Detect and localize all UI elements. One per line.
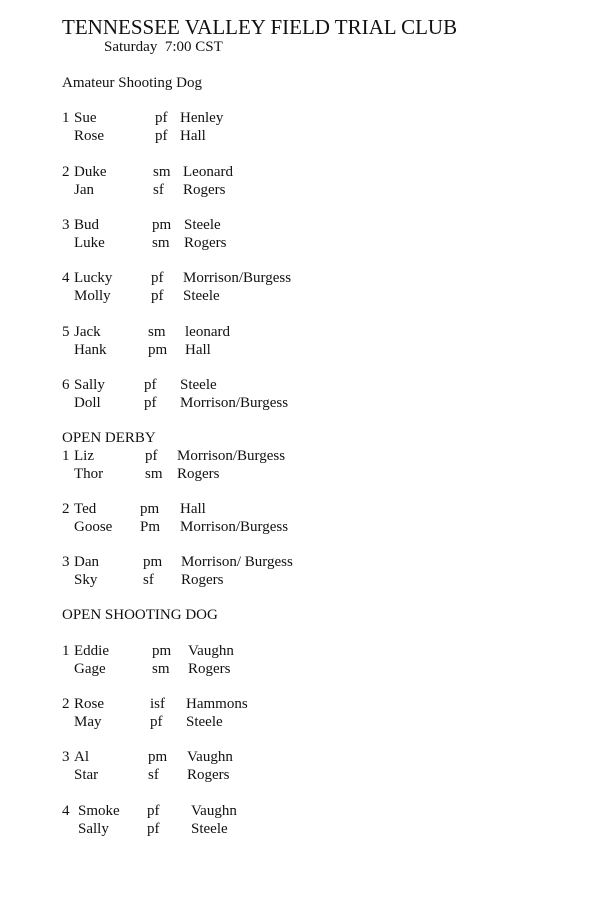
dog-breed: Pm <box>140 519 161 535</box>
dog-name: Luke <box>74 235 105 251</box>
dog-breed: pf <box>147 821 160 837</box>
dog-breed: pf <box>155 110 168 126</box>
dog-name: Eddie <box>74 643 109 659</box>
dog-breed: pm <box>143 554 163 570</box>
dog-breed: pf <box>151 270 164 286</box>
dog-handler: Steele <box>184 217 221 233</box>
dog-handler: Leonard <box>183 164 233 180</box>
brace-number: 3 <box>62 749 70 765</box>
dog-handler: Morrison/Burgess <box>177 448 286 464</box>
dog-name: Sue <box>74 110 97 126</box>
brace-number: 4 <box>62 803 70 819</box>
dog-name: Star <box>74 767 99 783</box>
dog-name: Al <box>74 749 89 765</box>
dog-handler: Morrison/Burgess <box>180 519 289 535</box>
dog-name: Duke <box>74 164 107 180</box>
brace-number: 4 <box>62 270 70 286</box>
dog-name: Rose <box>74 696 104 712</box>
section-heading-amateur-shooting-dog: Amateur Shooting Dog <box>62 75 202 91</box>
dog-handler: Hammons <box>186 696 248 712</box>
brace-number: 3 <box>62 217 70 233</box>
dog-breed: sf <box>153 182 164 198</box>
dog-handler: Steele <box>180 377 217 393</box>
brace-number: 2 <box>62 164 70 180</box>
brace-number: 6 <box>62 377 70 393</box>
dog-handler: Vaughn <box>188 643 234 659</box>
dog-name: Goose <box>74 519 113 535</box>
dog-breed: pm <box>148 749 168 765</box>
dog-handler: Vaughn <box>187 749 233 765</box>
dog-breed: pf <box>151 288 164 304</box>
dog-name: Smoke <box>78 803 120 819</box>
dog-name: Bud <box>74 217 100 233</box>
dog-handler: Vaughn <box>191 803 237 819</box>
dog-handler: Morrison/ Burgess <box>181 554 293 570</box>
dog-handler: Hall <box>180 501 206 517</box>
brace-number: 1 <box>62 643 70 659</box>
dog-name: Liz <box>74 448 94 464</box>
dog-breed: sm <box>152 661 170 677</box>
brace-number: 5 <box>62 324 70 340</box>
dog-handler: Hall <box>185 342 211 358</box>
dog-breed: pm <box>148 342 168 358</box>
dog-name: Sky <box>74 572 98 588</box>
dog-handler: Henley <box>180 110 224 126</box>
dog-breed: isf <box>150 696 165 712</box>
dog-breed: pm <box>152 643 172 659</box>
dog-breed: pm <box>152 217 172 233</box>
dog-name: Doll <box>74 395 101 411</box>
dog-breed: pf <box>144 377 157 393</box>
page-subtitle: Saturday 7:00 CST <box>104 39 223 55</box>
brace-number: 2 <box>62 501 70 517</box>
dog-name: Sally <box>78 821 109 837</box>
dog-handler: leonard <box>185 324 230 340</box>
dog-breed: pf <box>144 395 157 411</box>
dog-handler: Rogers <box>187 767 230 783</box>
dog-name: Sally <box>74 377 105 393</box>
dog-handler: Steele <box>183 288 220 304</box>
dog-handler: Steele <box>186 714 223 730</box>
dog-breed: sf <box>148 767 159 783</box>
dog-handler: Rogers <box>181 572 224 588</box>
dog-name: Hank <box>74 342 107 358</box>
dog-breed: pf <box>145 448 158 464</box>
brace-number: 1 <box>62 448 70 464</box>
brace-number: 1 <box>62 110 70 126</box>
dog-breed: pm <box>140 501 160 517</box>
dog-name: May <box>74 714 102 730</box>
dog-breed: sm <box>148 324 166 340</box>
dog-handler: Steele <box>191 821 228 837</box>
dog-breed: sf <box>143 572 154 588</box>
dog-name: Rose <box>74 128 104 144</box>
page-title: TENNESSEE VALLEY FIELD TRIAL CLUB <box>62 15 458 39</box>
dog-breed: pf <box>155 128 168 144</box>
dog-breed: sm <box>153 164 171 180</box>
dog-name: Molly <box>74 288 111 304</box>
section-heading-open-derby: OPEN DERBY <box>62 430 156 446</box>
dog-name: Jack <box>74 324 101 340</box>
dog-handler: Rogers <box>183 182 226 198</box>
brace-number: 2 <box>62 696 70 712</box>
dog-name: Dan <box>74 554 99 570</box>
dog-handler: Rogers <box>177 466 220 482</box>
dog-name: Jan <box>74 182 94 198</box>
dog-name: Lucky <box>74 270 113 286</box>
dog-name: Ted <box>74 501 97 517</box>
dog-handler: Rogers <box>188 661 231 677</box>
brace-number: 3 <box>62 554 70 570</box>
dog-handler: Morrison/Burgess <box>183 270 292 286</box>
section-heading-open-shooting-dog: OPEN SHOOTING DOG <box>62 607 218 623</box>
dog-handler: Rogers <box>184 235 227 251</box>
dog-handler: Morrison/Burgess <box>180 395 289 411</box>
dog-name: Gage <box>74 661 106 677</box>
dog-name: Thor <box>74 466 104 482</box>
dog-breed: sm <box>152 235 170 251</box>
dog-breed: pf <box>147 803 160 819</box>
dog-breed: pf <box>150 714 163 730</box>
dog-breed: sm <box>145 466 163 482</box>
dog-handler: Hall <box>180 128 206 144</box>
